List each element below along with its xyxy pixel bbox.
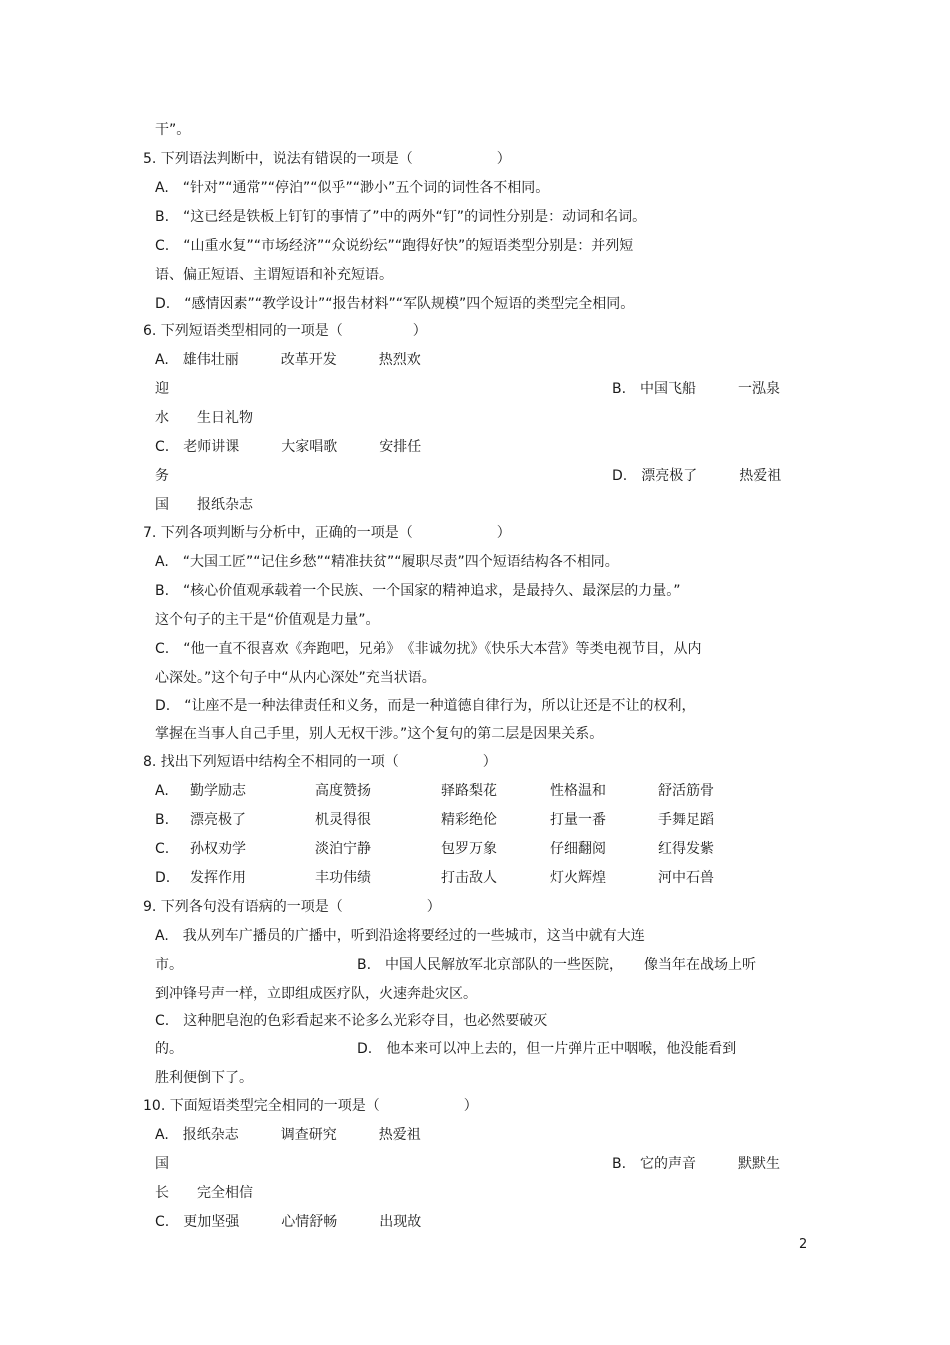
question-7-option-d-cont: 掌握在当事人自己手里，别人无权干涉。”这个复句的第二层是因果关系。	[155, 726, 604, 742]
q8-phrase: 性格温和	[550, 783, 606, 799]
question-10-option-c: C. 更加坚强 心情舒畅 出现故	[155, 1214, 422, 1230]
question-6-option-c-cont: 务	[155, 468, 169, 484]
question-9-option-d: D. 他本来可以冲上去的，但一片弹片正中咽喉，他没能看到	[357, 1041, 737, 1057]
question-6-option-c: C. 老师讲课 大家唱歌 安排任	[155, 439, 422, 455]
question-6-option-b: B. 中国飞船 一泓泉	[612, 381, 781, 397]
question-5-option-a: A. “针对”“通常”“停泊”“似乎”“渺小”五个词的词性各不相同。	[155, 180, 550, 196]
question-6-option-a: A. 雄伟壮丽 改革开发 热烈欢	[155, 352, 421, 368]
q8-phrase: 仔细翻阅	[550, 841, 606, 857]
question-5-option-c: C. “山重水复”“市场经济”“众说纷纭”“跑得好快”的短语类型分别是：并列短	[155, 238, 634, 254]
question-5-option-c-cont: 语、偏正短语、主谓短语和补充短语。	[155, 267, 393, 283]
q8-phrase: 机灵得很	[315, 812, 371, 828]
q8-phrase: 发挥作用	[190, 870, 246, 886]
question-9: 9. 下列各句没有语病的一项是（ ）	[143, 899, 441, 915]
q8-phrase: 勤学励志	[190, 783, 246, 799]
q8-phrase: 打量一番	[550, 812, 606, 828]
q8-phrase: 红得发紫	[658, 841, 714, 857]
q8-phrase: 灯火辉煌	[550, 870, 606, 886]
q8-phrase: 孙权劝学	[190, 841, 246, 857]
question-7-option-b: B. “核心价值观承载着一个民族、一个国家的精神追求，是最持久、最深层的力量。”	[155, 583, 681, 599]
question-6-option-a-cont: 迎	[155, 381, 169, 397]
question-6: 6. 下列短语类型相同的一项是（ ）	[143, 323, 427, 339]
question-10-option-a: A. 报纸杂志 调查研究 热爱祖	[155, 1127, 421, 1143]
page-number: 2	[799, 1237, 808, 1252]
q8-phrase: 打击敌人	[441, 870, 497, 886]
question-6-option-d: D. 漂亮极了 热爱祖	[612, 468, 782, 484]
question-9-option-a-cont: 市。	[155, 957, 183, 973]
q8-phrase: 漂亮极了	[190, 812, 246, 828]
question-10-option-a-cont: 国	[155, 1156, 169, 1172]
question-9-option-b: B. 中国人民解放军北京部队的一些医院， 像当年在战场上听	[357, 957, 757, 973]
q8-phrase: 驿路梨花	[441, 783, 497, 799]
q8-option-label: D.	[155, 870, 171, 886]
question-9-option-c: C. 这种肥皂泡的色彩看起来不论多么光彩夺目，也必然要破灭	[155, 1013, 548, 1029]
question-5-option-d: D. “感情因素”“教学设计”“报告材料”“军队规模”四个短语的类型完全相同。	[155, 296, 635, 312]
q8-phrase: 精彩绝伦	[441, 812, 497, 828]
q8-phrase: 淡泊宁静	[315, 841, 371, 857]
q8-phrase: 包罗万象	[441, 841, 497, 857]
question-9-option-a: A. 我从列车广播员的广播中，听到沿途将要经过的一些城市，这当中就有大连	[155, 928, 645, 944]
question-7-option-a: A. “大国工匠”“记住乡愁”“精准扶贫”“履职尽责”四个短语结构各不相同。	[155, 554, 619, 570]
q8-option-label: B.	[155, 812, 170, 828]
q8-phrase: 舒活筋骨	[658, 783, 714, 799]
question-5-option-b: B. “这已经是铁板上钉钉的事情了”中的两外“钉”的词性分别是：动词和名词。	[155, 209, 647, 225]
q8-phrase: 河中石兽	[658, 870, 714, 886]
question-7-option-c: C. “他一直不很喜欢《奔跑吧，兄弟》 《非诚勿扰》《快乐大本营》等类电视节目，从内	[155, 641, 702, 657]
question-9-option-c-cont: 的。	[155, 1041, 183, 1057]
question-5: 5. 下列语法判断中，说法有错误的一项是（ ）	[143, 151, 511, 167]
question-8: 8. 找出下列短语中结构全不相同的一项（ ）	[143, 754, 497, 770]
question-9-option-b-cont: 到冲锋号声一样，立即组成医疗队，火速奔赴灾区。	[155, 986, 477, 1002]
question-7: 7. 下列各项判断与分析中，正确的一项是（ ）	[143, 525, 511, 541]
question-10-option-b-cont: 长 完全相信	[155, 1185, 253, 1201]
q8-phrase: 丰功伟绩	[315, 870, 371, 886]
question-6-option-b-cont: 水 生日礼物	[155, 410, 253, 426]
q8-phrase: 手舞足蹈	[658, 812, 714, 828]
q8-phrase: 高度赞扬	[315, 783, 371, 799]
question-10-option-b: B. 它的声音 默默生	[612, 1156, 781, 1172]
q8-option-label: A.	[155, 783, 169, 799]
question-6-option-d-cont: 国 报纸杂志	[155, 497, 253, 513]
q8-option-label: C.	[155, 841, 170, 857]
question-7-option-d: D. “让座不是一种法律责任和义务，而是一种道德自律行为，所以让还是不让的权利，	[155, 698, 696, 714]
text-line: 干”。	[155, 122, 191, 138]
question-9-option-d-cont: 胜利便倒下了。	[155, 1070, 253, 1086]
question-7-option-b-cont: 这个句子的主干是“价值观是力量”。	[155, 612, 380, 628]
question-7-option-c-cont: 心深处。”这个句子中“从内心深处”充当状语。	[155, 670, 436, 686]
question-10: 10. 下面短语类型完全相同的一项是（ ）	[143, 1098, 478, 1114]
